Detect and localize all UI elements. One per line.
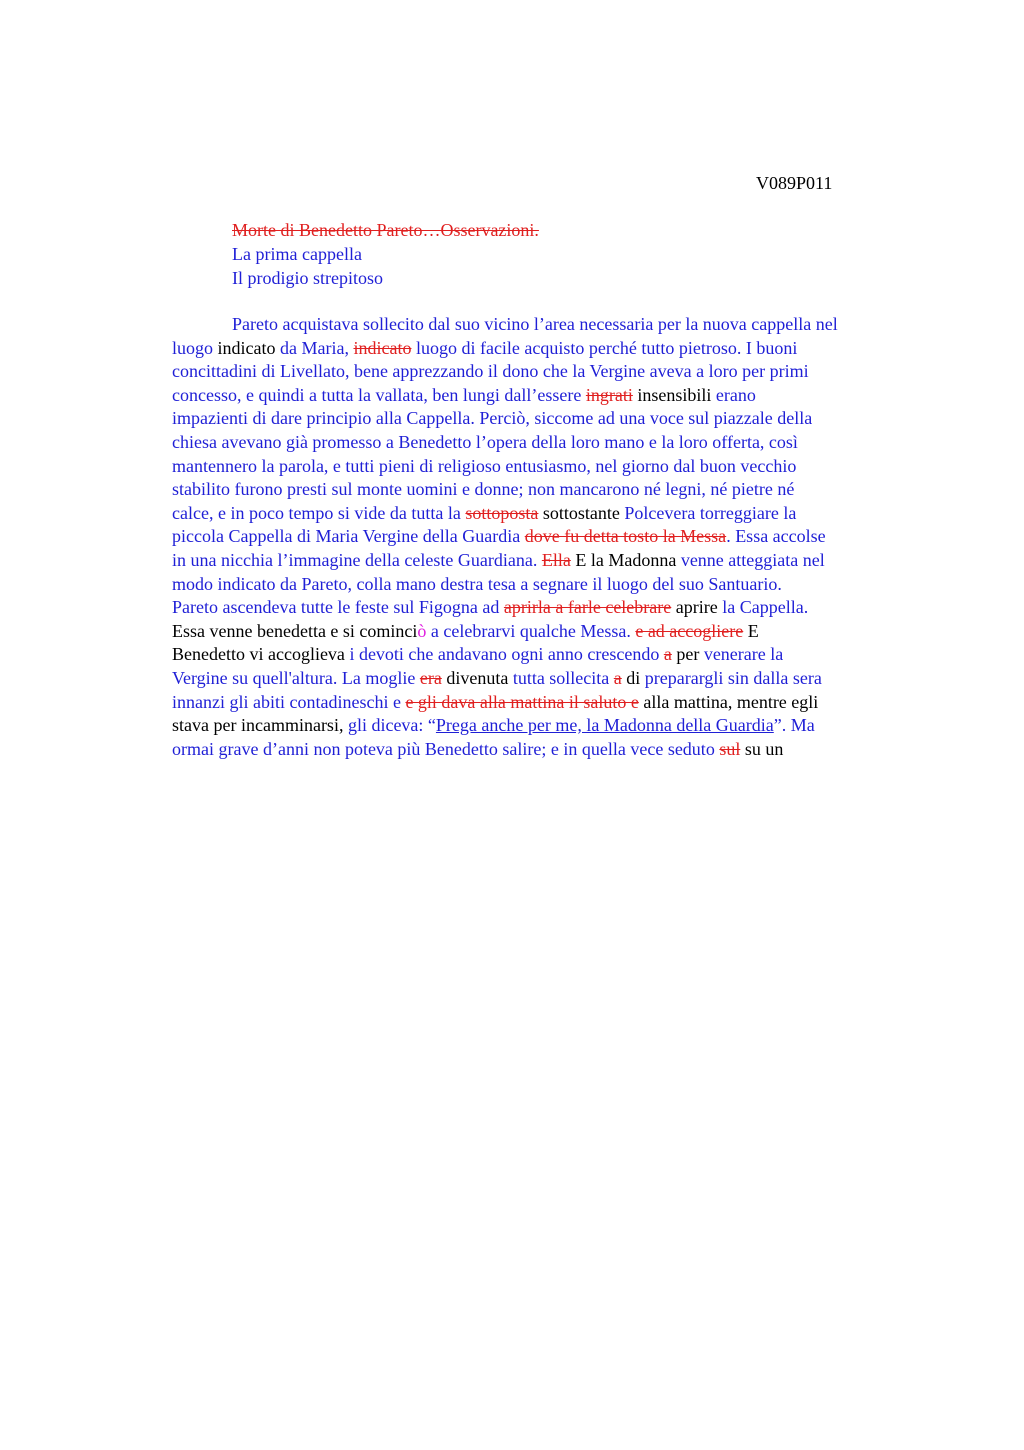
deleted-text: a (613, 667, 622, 688)
inserted-text: impazienti di dare principio alla Cappella. Perciò, siccome ad una voce sul piazzale della (172, 408, 813, 429)
deleted-text: era (419, 667, 442, 688)
deleted-text: dove fu detta tosto la Messa (524, 526, 727, 547)
text-line (172, 360, 972, 384)
original-text: alla mattina, mentre egli (638, 691, 819, 712)
text-line (172, 738, 972, 762)
text-line (172, 431, 972, 455)
inserted-text: venne atteggiata nel (680, 549, 825, 570)
text-line (172, 478, 972, 502)
inserted-text: Pareto acquistava sollecito dal suo vicino l’area necessaria per la nuova cappella nel (232, 314, 838, 334)
accent-mark: ò (417, 620, 427, 641)
inserted-text: gli diceva: “ (347, 715, 436, 736)
underlined-quote: Prega anche per me, la Madonna della Guardia (435, 715, 774, 736)
inserted-text: erano (715, 384, 756, 405)
inserted-text: concesso, e quindi a tutta la vallata, (172, 384, 433, 405)
original-text: di (621, 667, 645, 688)
text-line (172, 691, 972, 715)
text-line (172, 502, 972, 526)
inserted-text: Polcevera torreggiare la (624, 502, 797, 523)
original-text: per (671, 644, 704, 665)
original-text: aprire (671, 597, 723, 618)
inserted-text: chiesa avevano già promesso a Benedetto l’opera della loro mano e la loro offerta, così (172, 431, 798, 452)
text-line (172, 667, 972, 691)
inserted-text: innanzi gli abiti contadineschi e (172, 691, 406, 712)
deleted-text: indicato (353, 337, 412, 358)
inserted-text: calce, e in poco tempo si vide da tutta la (172, 502, 466, 523)
text-line (172, 620, 972, 644)
original-text: divenuta (441, 667, 513, 688)
inserted-text: i devoti che andavano ogni anno crescendo (349, 644, 664, 665)
text-line (172, 549, 972, 573)
original-text: E (743, 620, 759, 641)
inserted-text: piccola Cappella di Maria Vergine della Guardia (172, 526, 525, 547)
original-text: E la Madonna (570, 549, 681, 570)
deleted-text: sul (719, 738, 741, 759)
inserted-text: luogo (172, 337, 218, 358)
inserted-text: tutta sollecita (512, 667, 614, 688)
text-line (172, 313, 972, 337)
inserted-text: Vergine su quell'altura. La moglie (172, 667, 420, 688)
original-text: Benedetto vi accoglieva (172, 644, 350, 665)
body-paragraph (172, 313, 972, 761)
inserted-text: ”. Ma (773, 715, 815, 736)
title-il-prodigio-strepitoso: Il prodigio strepitoso (232, 268, 383, 288)
inserted-text: la Cappella. (722, 597, 809, 618)
inserted-text: ormai grave d’anni non poteva più Benedetto salire; e in quella vece seduto (172, 738, 720, 759)
inserted-text: stabilito furono presti sul monte uomini e donne; non mancarono né legni, né pietre né (172, 479, 795, 500)
deleted-text: aprirla a farle celebrare (503, 597, 672, 618)
text-line (172, 714, 972, 738)
inserted-text: a celebrarvi qualche Messa. (426, 620, 636, 641)
deleted-text: ingrati (585, 384, 633, 405)
text-line (172, 596, 972, 620)
headings-block (232, 218, 539, 290)
text-line (172, 525, 972, 549)
inserted-text: concittadini di Livellato, bene apprezzando il dono che la Vergine aveva a loro per primi (172, 361, 809, 382)
original-text: su un (740, 738, 784, 759)
original-text: sottostante (538, 502, 625, 523)
inserted-text: ben lungi dall’essere (432, 384, 586, 405)
text-line (172, 384, 972, 408)
original-text: indicato (217, 337, 280, 358)
inserted-text: in una nicchia l’immagine della celeste Guardiana. (172, 549, 542, 570)
inserted-text: da Maria, (280, 337, 354, 358)
deleted-text: sottoposta (465, 502, 539, 523)
title-la-prima-cappella: La prima cappella (232, 244, 362, 264)
deleted-text: a (663, 644, 672, 665)
original-text: insensibili (632, 384, 716, 405)
text-line (172, 337, 972, 361)
inserted-text: modo indicato da Pareto, colla mano destra tesa a segnare il luogo del suo Santuario. (172, 573, 782, 594)
deleted-text: e gli dava alla mattina il saluto e (405, 691, 639, 712)
text-line (172, 573, 972, 597)
inserted-text: preparargli sin dalla sera (644, 667, 822, 688)
deleted-text: Ella (541, 549, 571, 570)
inserted-text: venerare la (703, 644, 784, 665)
text-line (172, 407, 972, 431)
page-id: V089P011 (756, 173, 833, 193)
inserted-text: mantennero la parola, e tutti pieni di religioso entusiasmo, nel giorno dal buon vecchio (172, 455, 797, 476)
inserted-text: Pareto ascendeva tutte le feste sul Figogna ad (172, 597, 504, 618)
text-line (172, 643, 972, 667)
inserted-text: luogo di facile acquisto perché tutto pietroso. I buoni (411, 337, 798, 358)
original-text: Essa venne benedetta e si cominci (172, 620, 418, 641)
inserted-text: . Essa accolse (726, 526, 826, 547)
deleted-text: e ad accogliere (635, 620, 744, 641)
text-line (172, 455, 972, 479)
deleted-title: Morte di Benedetto Pareto…Osservazioni. (232, 220, 539, 240)
original-text: stava per incamminarsi, (172, 715, 348, 736)
